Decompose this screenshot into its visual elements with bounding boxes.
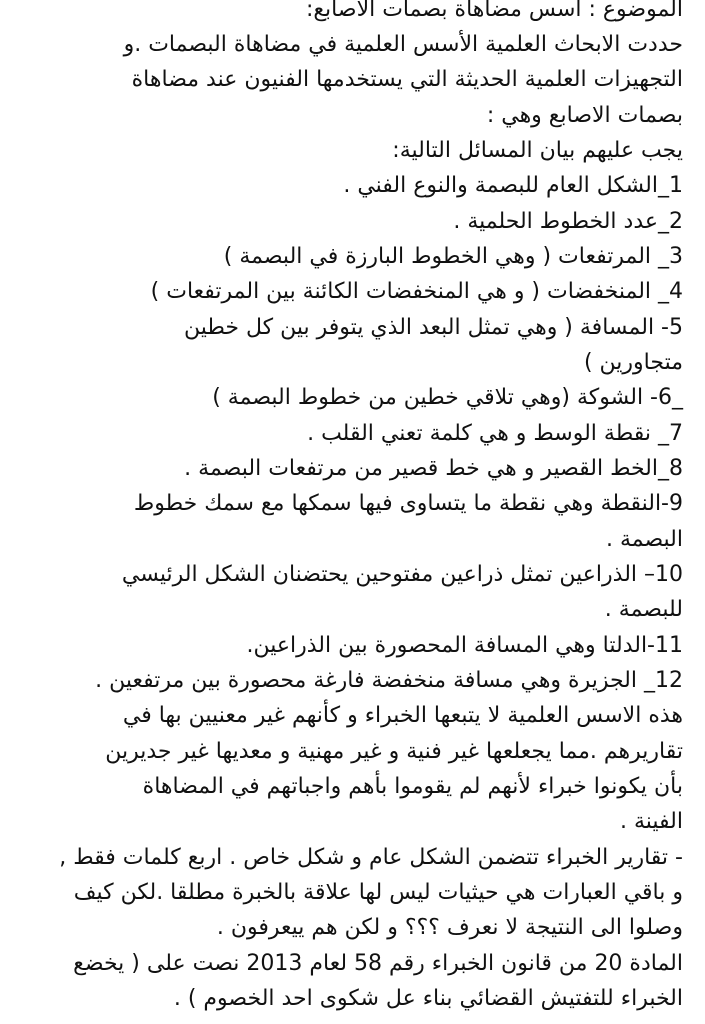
list-item-4: 4_ المنخفضات ( و هي المنخفضات الكائنة بين المرتفعات ) <box>150 279 683 304</box>
list-item-12: 12_ الجزيرة وهي مسافة منخفضة فارغة محصورة بين مرتفعين . <box>95 668 683 693</box>
paragraph-line: التجهيزات العلمية الحديثة التي يستخدمها الفنيون عند مضاهاة <box>131 67 683 92</box>
paragraph-line: وصلوا الى النتيجة لا نعرف ؟؟؟ و لكن هم ييعرفون . <box>216 915 683 940</box>
list-item-6: _6- الشوكة (وهي تلاقي خطين من خطوط البصمة ) <box>212 385 683 410</box>
paragraph-line: حددت الابحاث العلمية الأسس العلمية في مضاهاة البصمات .و <box>123 32 683 57</box>
paragraph-line: تقاريرهم .مما يجعلعها غير فنية و غير مهنية و معديها غير جديرين <box>105 739 683 764</box>
list-item-5-cont: متجاورين ) <box>583 350 683 375</box>
list-item-8: 8_الخط القصير و هي خط قصير من مرتفعات البصمة . <box>184 456 683 481</box>
paragraph-line: بصمات الاصابع وهي : <box>486 103 683 128</box>
list-item-2: 2_عدد الخطوط الحلمية . <box>453 209 683 234</box>
list-item-5: 5- المسافة ( وهي تمثل البعد الذي يتوفر بين كل خطين <box>184 315 683 340</box>
paragraph-line: و باقي العبارات هي حيثيات ليس لها علاقة بالخبرة مطلقا .لكن كيف <box>73 880 683 905</box>
list-heading: يجب عليهم بيان المسائل التالية: <box>392 138 683 163</box>
list-item-9: 9-النقطة وهي نقطة ما يتساوى فيها سمكها مع سمك خطوط <box>133 491 683 516</box>
paragraph-line: الخبراء للتفتيش القضائي بناء عل شكوى احد الخصوم ) . <box>173 986 683 1011</box>
list-item-10: 10– الذراعين تمثل ذراعين مفتوحين يحتضنان الشكل الرئيسي <box>121 562 683 587</box>
list-item-7: 7_ نقطة الوسط و هي كلمة تعني القلب . <box>307 421 683 446</box>
list-item-3: 3_ المرتفعات ( وهي الخطوط البارزة في البصمة ) <box>223 244 683 269</box>
list-item-9-cont: البصمة . <box>605 527 683 552</box>
document-title: الموضوع : اسس مضاهاة بصمات الاصابع: <box>305 0 683 22</box>
list-item-10-cont: للبصمة . <box>604 597 683 622</box>
list-item-1: 1_الشكل العام للبصمة والنوع الفني . <box>343 173 683 198</box>
paragraph-line: بأن يكونوا خبراء لأنهم لم يقوموا بأهم واجباتهم في المضاهاة <box>142 774 683 799</box>
list-item-11: 11-الدلتا وهي المسافة المحصورة بين الذراعين. <box>246 633 683 658</box>
paragraph-line: المادة 20 من قانون الخبراء رقم 58 لعام 2013 نصت على ( يخضع <box>73 951 683 976</box>
paragraph-line: الفينة . <box>619 809 683 834</box>
paragraph-line: هذه الاسس العلمية لا يتبعها الخبراء و كأنهم غير معنيين بها في <box>122 703 683 728</box>
paragraph-line: - تقارير الخبراء تتضمن الشكل عام و شكل خاص . اربع كلمات فقط , <box>59 845 683 870</box>
